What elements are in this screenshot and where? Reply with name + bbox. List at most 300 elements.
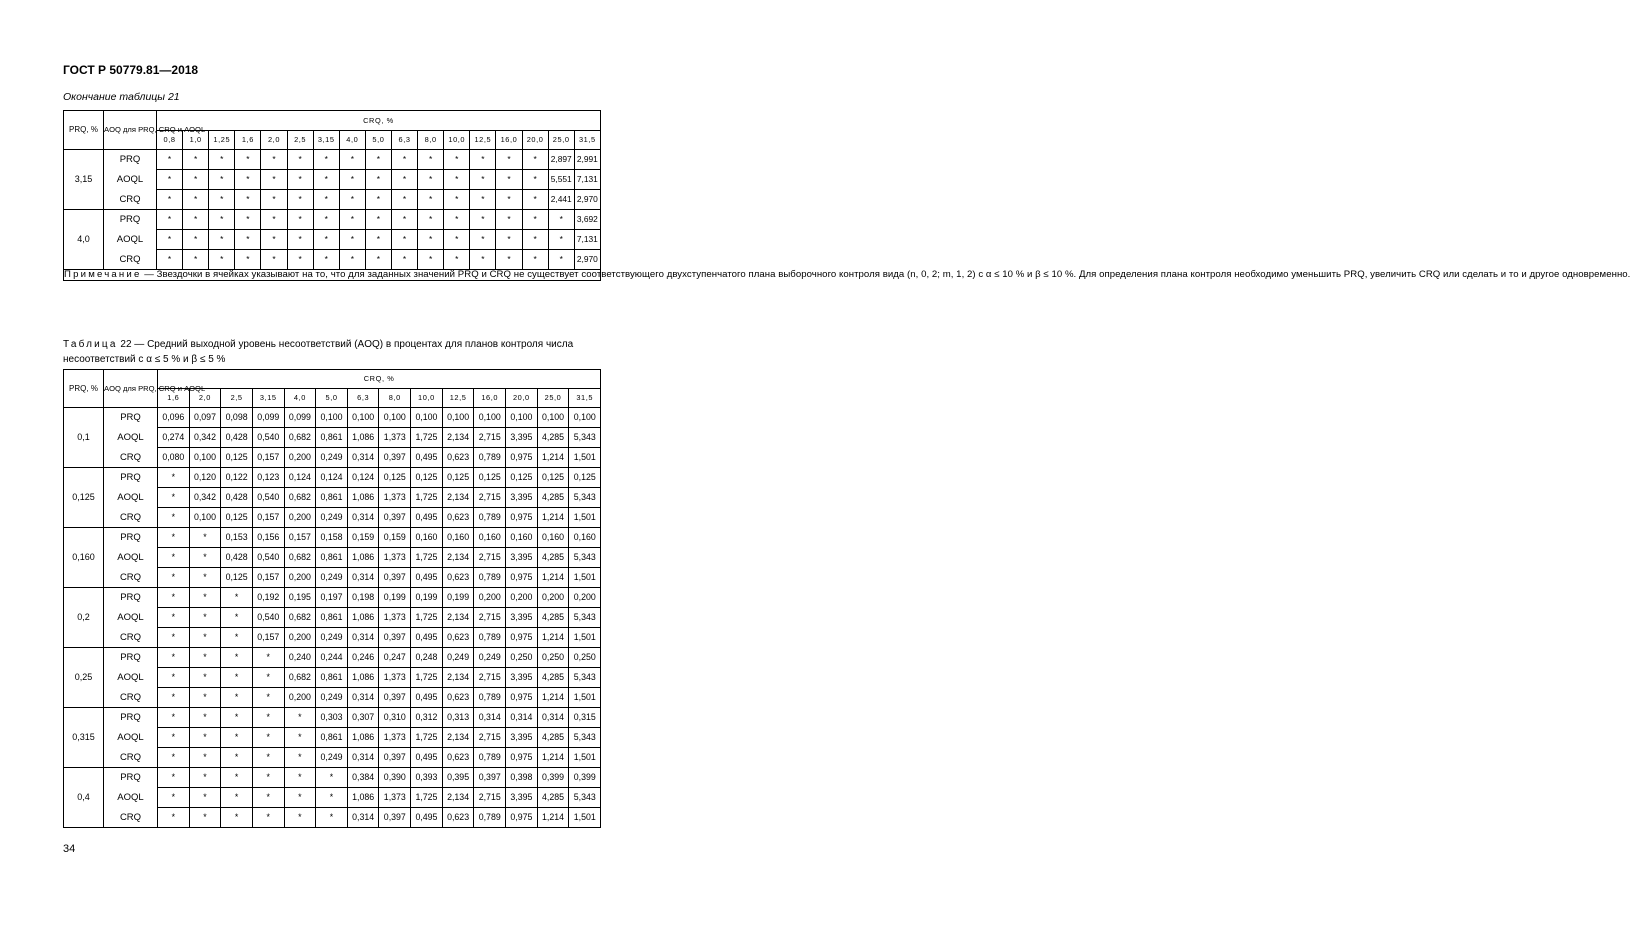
- value-cell: *: [189, 548, 221, 568]
- value-cell: 1,086: [347, 488, 379, 508]
- value-cell: *: [365, 250, 391, 270]
- value-cell: *: [470, 170, 496, 190]
- value-cell: *: [183, 170, 209, 190]
- value-cell: 1,373: [379, 488, 411, 508]
- crq-column-header: 25,0: [537, 389, 569, 408]
- row-label: AOQL: [104, 230, 157, 250]
- page-number: 34: [63, 843, 76, 855]
- value-cell: *: [261, 150, 287, 170]
- table22: [63, 369, 601, 828]
- value-cell: *: [284, 708, 316, 728]
- value-cell: *: [189, 608, 221, 628]
- value-cell: *: [189, 808, 221, 828]
- value-cell: 3,692: [574, 210, 600, 230]
- value-cell: 0,314: [347, 508, 379, 528]
- value-cell: *: [261, 210, 287, 230]
- value-cell: 0,120: [189, 468, 221, 488]
- table22-caption-text: 22 — Средний выходной уровень несоответствий (AOQ) в процентах для планов контроля числа несоответствий с α ≤ 5 % и β ≤ 5 %: [63, 339, 574, 365]
- value-cell: *: [365, 150, 391, 170]
- value-cell: 0,200: [284, 568, 316, 588]
- value-cell: 0,159: [347, 528, 379, 548]
- value-cell: 5,343: [569, 788, 601, 808]
- value-cell: *: [189, 588, 221, 608]
- value-cell: *: [339, 230, 365, 250]
- value-cell: 0,540: [252, 548, 284, 568]
- value-cell: *: [522, 170, 548, 190]
- value-cell: *: [158, 508, 190, 528]
- value-cell: 0,623: [442, 628, 474, 648]
- value-cell: 0,495: [411, 808, 443, 828]
- value-cell: 4,285: [537, 668, 569, 688]
- crq-column-header: 2,0: [261, 131, 287, 150]
- value-cell: *: [157, 150, 183, 170]
- value-cell: *: [548, 250, 574, 270]
- value-cell: 0,397: [379, 688, 411, 708]
- value-cell: 2,715: [474, 668, 506, 688]
- value-cell: 0,100: [474, 408, 506, 428]
- table-row: [64, 728, 601, 748]
- value-cell: 0,157: [252, 448, 284, 468]
- value-cell: 0,310: [379, 708, 411, 728]
- value-cell: *: [221, 748, 253, 768]
- value-cell: 0,100: [316, 408, 348, 428]
- value-cell: *: [189, 648, 221, 668]
- value-cell: 0,789: [474, 628, 506, 648]
- crq-column-header: 8,0: [418, 131, 444, 150]
- value-cell: *: [339, 170, 365, 190]
- value-cell: 0,861: [316, 428, 348, 448]
- table22-caption: [63, 338, 601, 367]
- value-cell: 0,428: [221, 488, 253, 508]
- value-cell: *: [522, 230, 548, 250]
- value-cell: 0,122: [221, 468, 253, 488]
- value-cell: 0,861: [316, 668, 348, 688]
- value-cell: *: [158, 488, 190, 508]
- value-cell: *: [158, 468, 190, 488]
- value-cell: 1,501: [569, 748, 601, 768]
- value-cell: 0,397: [379, 628, 411, 648]
- value-cell: *: [158, 548, 190, 568]
- value-cell: *: [183, 210, 209, 230]
- value-cell: *: [158, 588, 190, 608]
- value-cell: 0,246: [347, 648, 379, 668]
- table-row: [64, 628, 601, 648]
- value-cell: 2,134: [442, 488, 474, 508]
- row-label: PRQ: [104, 468, 158, 488]
- value-cell: 0,682: [284, 488, 316, 508]
- value-cell: 2,715: [474, 548, 506, 568]
- crq-column-header: 1,6: [158, 389, 190, 408]
- value-cell: *: [252, 808, 284, 828]
- header-prq: PRQ, %: [64, 370, 104, 408]
- value-cell: 4,285: [537, 548, 569, 568]
- table-row: [64, 468, 601, 488]
- value-cell: *: [183, 190, 209, 210]
- value-cell: 0,125: [442, 468, 474, 488]
- value-cell: 0,495: [411, 688, 443, 708]
- note-text: — Звездочки в ячейках указывают на то, что для заданных значений PRQ и CRQ не существует соответствующего двухступенчатого плана выборочного контроля вида (n, 0, 2; m, 1, 2) с α ≤ 10 % и β ≤ 10 %. Для определения плана контроля необходимо уменьшить PRQ, увеличить CRQ или сделать и то и другое одновременно.: [141, 269, 1630, 280]
- value-cell: 1,501: [569, 808, 601, 828]
- group-prq-value: 0,25: [64, 648, 104, 708]
- value-cell: 0,682: [284, 548, 316, 568]
- crq-column-header: 0,8: [157, 131, 183, 150]
- value-cell: *: [221, 728, 253, 748]
- value-cell: 0,250: [537, 648, 569, 668]
- value-cell: 0,623: [442, 568, 474, 588]
- value-cell: 0,200: [284, 628, 316, 648]
- value-cell: *: [284, 768, 316, 788]
- value-cell: 1,725: [411, 728, 443, 748]
- value-cell: 0,861: [316, 728, 348, 748]
- value-cell: 7,131: [574, 230, 600, 250]
- value-cell: *: [252, 648, 284, 668]
- value-cell: *: [252, 768, 284, 788]
- value-cell: 0,249: [316, 748, 348, 768]
- value-cell: 1,725: [411, 788, 443, 808]
- header-prq: PRQ, %: [64, 111, 104, 150]
- value-cell: 0,399: [537, 768, 569, 788]
- value-cell: *: [252, 708, 284, 728]
- table-row: [64, 588, 601, 608]
- value-cell: 0,250: [506, 648, 538, 668]
- value-cell: *: [284, 748, 316, 768]
- value-cell: 0,789: [474, 448, 506, 468]
- row-label: AOQL: [104, 170, 157, 190]
- crq-column-header: 2,5: [287, 131, 313, 150]
- value-cell: *: [496, 150, 522, 170]
- value-cell: 1,214: [537, 508, 569, 528]
- value-cell: 0,160: [442, 528, 474, 548]
- value-cell: 0,975: [506, 568, 538, 588]
- value-cell: 0,314: [347, 568, 379, 588]
- value-cell: 0,314: [347, 688, 379, 708]
- value-cell: *: [158, 748, 190, 768]
- value-cell: 0,125: [379, 468, 411, 488]
- value-cell: 1,214: [537, 748, 569, 768]
- value-cell: 0,540: [252, 608, 284, 628]
- value-cell: 0,397: [474, 768, 506, 788]
- row-label: CRQ: [104, 748, 158, 768]
- value-cell: 0,124: [316, 468, 348, 488]
- value-cell: 0,975: [506, 688, 538, 708]
- value-cell: 0,125: [221, 448, 253, 468]
- value-cell: *: [221, 788, 253, 808]
- value-cell: 0,495: [411, 448, 443, 468]
- value-cell: *: [313, 210, 339, 230]
- value-cell: 0,125: [506, 468, 538, 488]
- value-cell: 1,086: [347, 728, 379, 748]
- value-cell: *: [261, 190, 287, 210]
- crq-column-header: 3,15: [252, 389, 284, 408]
- value-cell: *: [261, 170, 287, 190]
- value-cell: *: [189, 568, 221, 588]
- row-label: CRQ: [104, 448, 158, 468]
- value-cell: *: [522, 250, 548, 270]
- value-cell: *: [221, 708, 253, 728]
- value-cell: *: [158, 788, 190, 808]
- crq-column-header: 12,5: [442, 389, 474, 408]
- row-label: AOQL: [104, 608, 158, 628]
- value-cell: 1,373: [379, 668, 411, 688]
- value-cell: 0,160: [537, 528, 569, 548]
- value-cell: *: [470, 230, 496, 250]
- value-cell: *: [235, 230, 261, 250]
- value-cell: 0,200: [284, 448, 316, 468]
- value-cell: 1,086: [347, 428, 379, 448]
- value-cell: 0,157: [252, 568, 284, 588]
- value-cell: *: [284, 788, 316, 808]
- value-cell: *: [418, 230, 444, 250]
- value-cell: 0,789: [474, 808, 506, 828]
- value-cell: 0,099: [252, 408, 284, 428]
- value-cell: 1,725: [411, 428, 443, 448]
- value-cell: 0,157: [252, 628, 284, 648]
- value-cell: *: [316, 808, 348, 828]
- value-cell: *: [313, 170, 339, 190]
- value-cell: 1,373: [379, 788, 411, 808]
- value-cell: 0,314: [347, 628, 379, 648]
- table-row: [64, 668, 601, 688]
- value-cell: 0,099: [284, 408, 316, 428]
- value-cell: 2,715: [474, 728, 506, 748]
- value-cell: 0,100: [411, 408, 443, 428]
- crq-column-header: 2,0: [189, 389, 221, 408]
- value-cell: *: [470, 150, 496, 170]
- value-cell: 0,975: [506, 628, 538, 648]
- crq-column-header: 4,0: [339, 131, 365, 150]
- table-row: [64, 488, 601, 508]
- row-label: AOQL: [104, 728, 158, 748]
- crq-column-header: 6,3: [347, 389, 379, 408]
- value-cell: 0,250: [569, 648, 601, 668]
- value-cell: 0,384: [347, 768, 379, 788]
- value-cell: 0,125: [221, 508, 253, 528]
- value-cell: 1,725: [411, 488, 443, 508]
- value-cell: *: [365, 230, 391, 250]
- value-cell: 0,244: [316, 648, 348, 668]
- value-cell: 4,285: [537, 608, 569, 628]
- value-cell: 3,395: [506, 548, 538, 568]
- table21-note: [64, 269, 1630, 281]
- value-cell: *: [391, 250, 417, 270]
- crq-column-header: 5,0: [316, 389, 348, 408]
- value-cell: 0,623: [442, 808, 474, 828]
- value-cell: *: [235, 150, 261, 170]
- value-cell: *: [209, 250, 235, 270]
- table-row: [64, 428, 601, 448]
- value-cell: *: [418, 250, 444, 270]
- value-cell: 0,623: [442, 748, 474, 768]
- value-cell: *: [287, 190, 313, 210]
- crq-column-header: 20,0: [522, 131, 548, 150]
- value-cell: *: [189, 528, 221, 548]
- group-prq-value: 4,0: [64, 210, 104, 270]
- value-cell: 2,134: [442, 608, 474, 628]
- value-cell: 0,100: [537, 408, 569, 428]
- value-cell: 0,540: [252, 488, 284, 508]
- value-cell: *: [158, 808, 190, 828]
- value-cell: *: [391, 150, 417, 170]
- value-cell: 0,682: [284, 668, 316, 688]
- value-cell: 0,124: [347, 468, 379, 488]
- value-cell: 0,153: [221, 528, 253, 548]
- crq-column-header: 2,5: [221, 389, 253, 408]
- value-cell: 0,249: [442, 648, 474, 668]
- value-cell: 0,975: [506, 748, 538, 768]
- value-cell: 0,160: [411, 528, 443, 548]
- crq-column-header: 1,0: [183, 131, 209, 150]
- value-cell: *: [470, 250, 496, 270]
- value-cell: 0,200: [537, 588, 569, 608]
- row-label: PRQ: [104, 210, 157, 230]
- crq-column-header: 12,5: [470, 131, 496, 150]
- value-cell: 5,343: [569, 668, 601, 688]
- value-cell: 0,100: [189, 508, 221, 528]
- group-prq-value: 3,15: [64, 150, 104, 210]
- row-label: PRQ: [104, 648, 158, 668]
- value-cell: 5,343: [569, 608, 601, 628]
- value-cell: *: [158, 688, 190, 708]
- value-cell: 0,160: [506, 528, 538, 548]
- value-cell: 0,197: [316, 588, 348, 608]
- value-cell: 2,715: [474, 788, 506, 808]
- value-cell: *: [158, 568, 190, 588]
- value-cell: 0,195: [284, 588, 316, 608]
- value-cell: *: [221, 668, 253, 688]
- value-cell: *: [183, 230, 209, 250]
- value-cell: 0,157: [252, 508, 284, 528]
- value-cell: *: [158, 768, 190, 788]
- crq-column-header: 4,0: [284, 389, 316, 408]
- row-label: CRQ: [104, 508, 158, 528]
- value-cell: *: [189, 668, 221, 688]
- table-row: [64, 170, 601, 190]
- value-cell: *: [189, 768, 221, 788]
- value-cell: 2,134: [442, 788, 474, 808]
- value-cell: 0,975: [506, 508, 538, 528]
- header-aoq: AOQ для PRQ, CRQ и AOQL: [104, 370, 158, 408]
- value-cell: *: [391, 230, 417, 250]
- value-cell: 3,395: [506, 668, 538, 688]
- value-cell: *: [287, 250, 313, 270]
- value-cell: 0,198: [347, 588, 379, 608]
- value-cell: *: [221, 808, 253, 828]
- value-cell: 1,373: [379, 608, 411, 628]
- value-cell: 0,495: [411, 508, 443, 528]
- header-crq: CRQ, %: [158, 370, 601, 389]
- value-cell: 0,428: [221, 548, 253, 568]
- table-row: [64, 688, 601, 708]
- value-cell: *: [157, 190, 183, 210]
- value-cell: *: [189, 688, 221, 708]
- table-row: [64, 748, 601, 768]
- group-prq-value: 0,2: [64, 588, 104, 648]
- crq-column-header: 10,0: [444, 131, 470, 150]
- value-cell: 0,100: [347, 408, 379, 428]
- value-cell: *: [221, 588, 253, 608]
- crq-column-header: 8,0: [379, 389, 411, 408]
- value-cell: 1,725: [411, 608, 443, 628]
- value-cell: *: [158, 608, 190, 628]
- row-label: AOQL: [104, 488, 158, 508]
- row-label: PRQ: [104, 408, 158, 428]
- value-cell: *: [313, 190, 339, 210]
- value-cell: 0,080: [158, 448, 190, 468]
- value-cell: *: [189, 728, 221, 748]
- table-row: [64, 190, 601, 210]
- value-cell: 0,393: [411, 768, 443, 788]
- value-cell: *: [522, 190, 548, 210]
- value-cell: 1,725: [411, 548, 443, 568]
- value-cell: 5,343: [569, 428, 601, 448]
- value-cell: *: [252, 688, 284, 708]
- value-cell: 1,214: [537, 568, 569, 588]
- document-title: ГОСТ Р 50779.81—2018: [63, 63, 199, 77]
- crq-column-header: 1,25: [209, 131, 235, 150]
- value-cell: *: [261, 250, 287, 270]
- value-cell: *: [316, 768, 348, 788]
- value-cell: *: [157, 170, 183, 190]
- value-cell: *: [235, 190, 261, 210]
- value-cell: *: [522, 210, 548, 230]
- value-cell: 7,131: [574, 170, 600, 190]
- value-cell: 0,096: [158, 408, 190, 428]
- value-cell: *: [444, 250, 470, 270]
- value-cell: 0,274: [158, 428, 190, 448]
- value-cell: *: [313, 250, 339, 270]
- value-cell: 4,285: [537, 728, 569, 748]
- value-cell: 0,540: [252, 428, 284, 448]
- group-prq-value: 0,315: [64, 708, 104, 768]
- crq-column-header: 25,0: [548, 131, 574, 150]
- value-cell: *: [391, 190, 417, 210]
- value-cell: *: [418, 170, 444, 190]
- value-cell: 0,789: [474, 748, 506, 768]
- value-cell: *: [287, 210, 313, 230]
- value-cell: 4,285: [537, 788, 569, 808]
- value-cell: 0,200: [506, 588, 538, 608]
- value-cell: 0,397: [379, 448, 411, 468]
- value-cell: 0,160: [569, 528, 601, 548]
- row-label: CRQ: [104, 808, 158, 828]
- value-cell: *: [157, 210, 183, 230]
- value-cell: *: [209, 230, 235, 250]
- value-cell: 0,200: [474, 588, 506, 608]
- value-cell: *: [183, 250, 209, 270]
- value-cell: *: [496, 190, 522, 210]
- value-cell: 0,100: [569, 408, 601, 428]
- value-cell: *: [444, 150, 470, 170]
- value-cell: 0,397: [379, 508, 411, 528]
- value-cell: 0,399: [569, 768, 601, 788]
- value-cell: *: [221, 628, 253, 648]
- crq-column-header: 10,0: [411, 389, 443, 408]
- value-cell: 0,098: [221, 408, 253, 428]
- value-cell: 0,398: [506, 768, 538, 788]
- crq-column-header: 31,5: [574, 131, 600, 150]
- value-cell: *: [418, 210, 444, 230]
- value-cell: 1,086: [347, 788, 379, 808]
- value-cell: 0,100: [379, 408, 411, 428]
- value-cell: *: [548, 230, 574, 250]
- value-cell: *: [522, 150, 548, 170]
- value-cell: 3,395: [506, 788, 538, 808]
- value-cell: 3,395: [506, 608, 538, 628]
- value-cell: *: [391, 210, 417, 230]
- value-cell: 0,682: [284, 428, 316, 448]
- value-cell: 0,200: [284, 688, 316, 708]
- value-cell: *: [209, 210, 235, 230]
